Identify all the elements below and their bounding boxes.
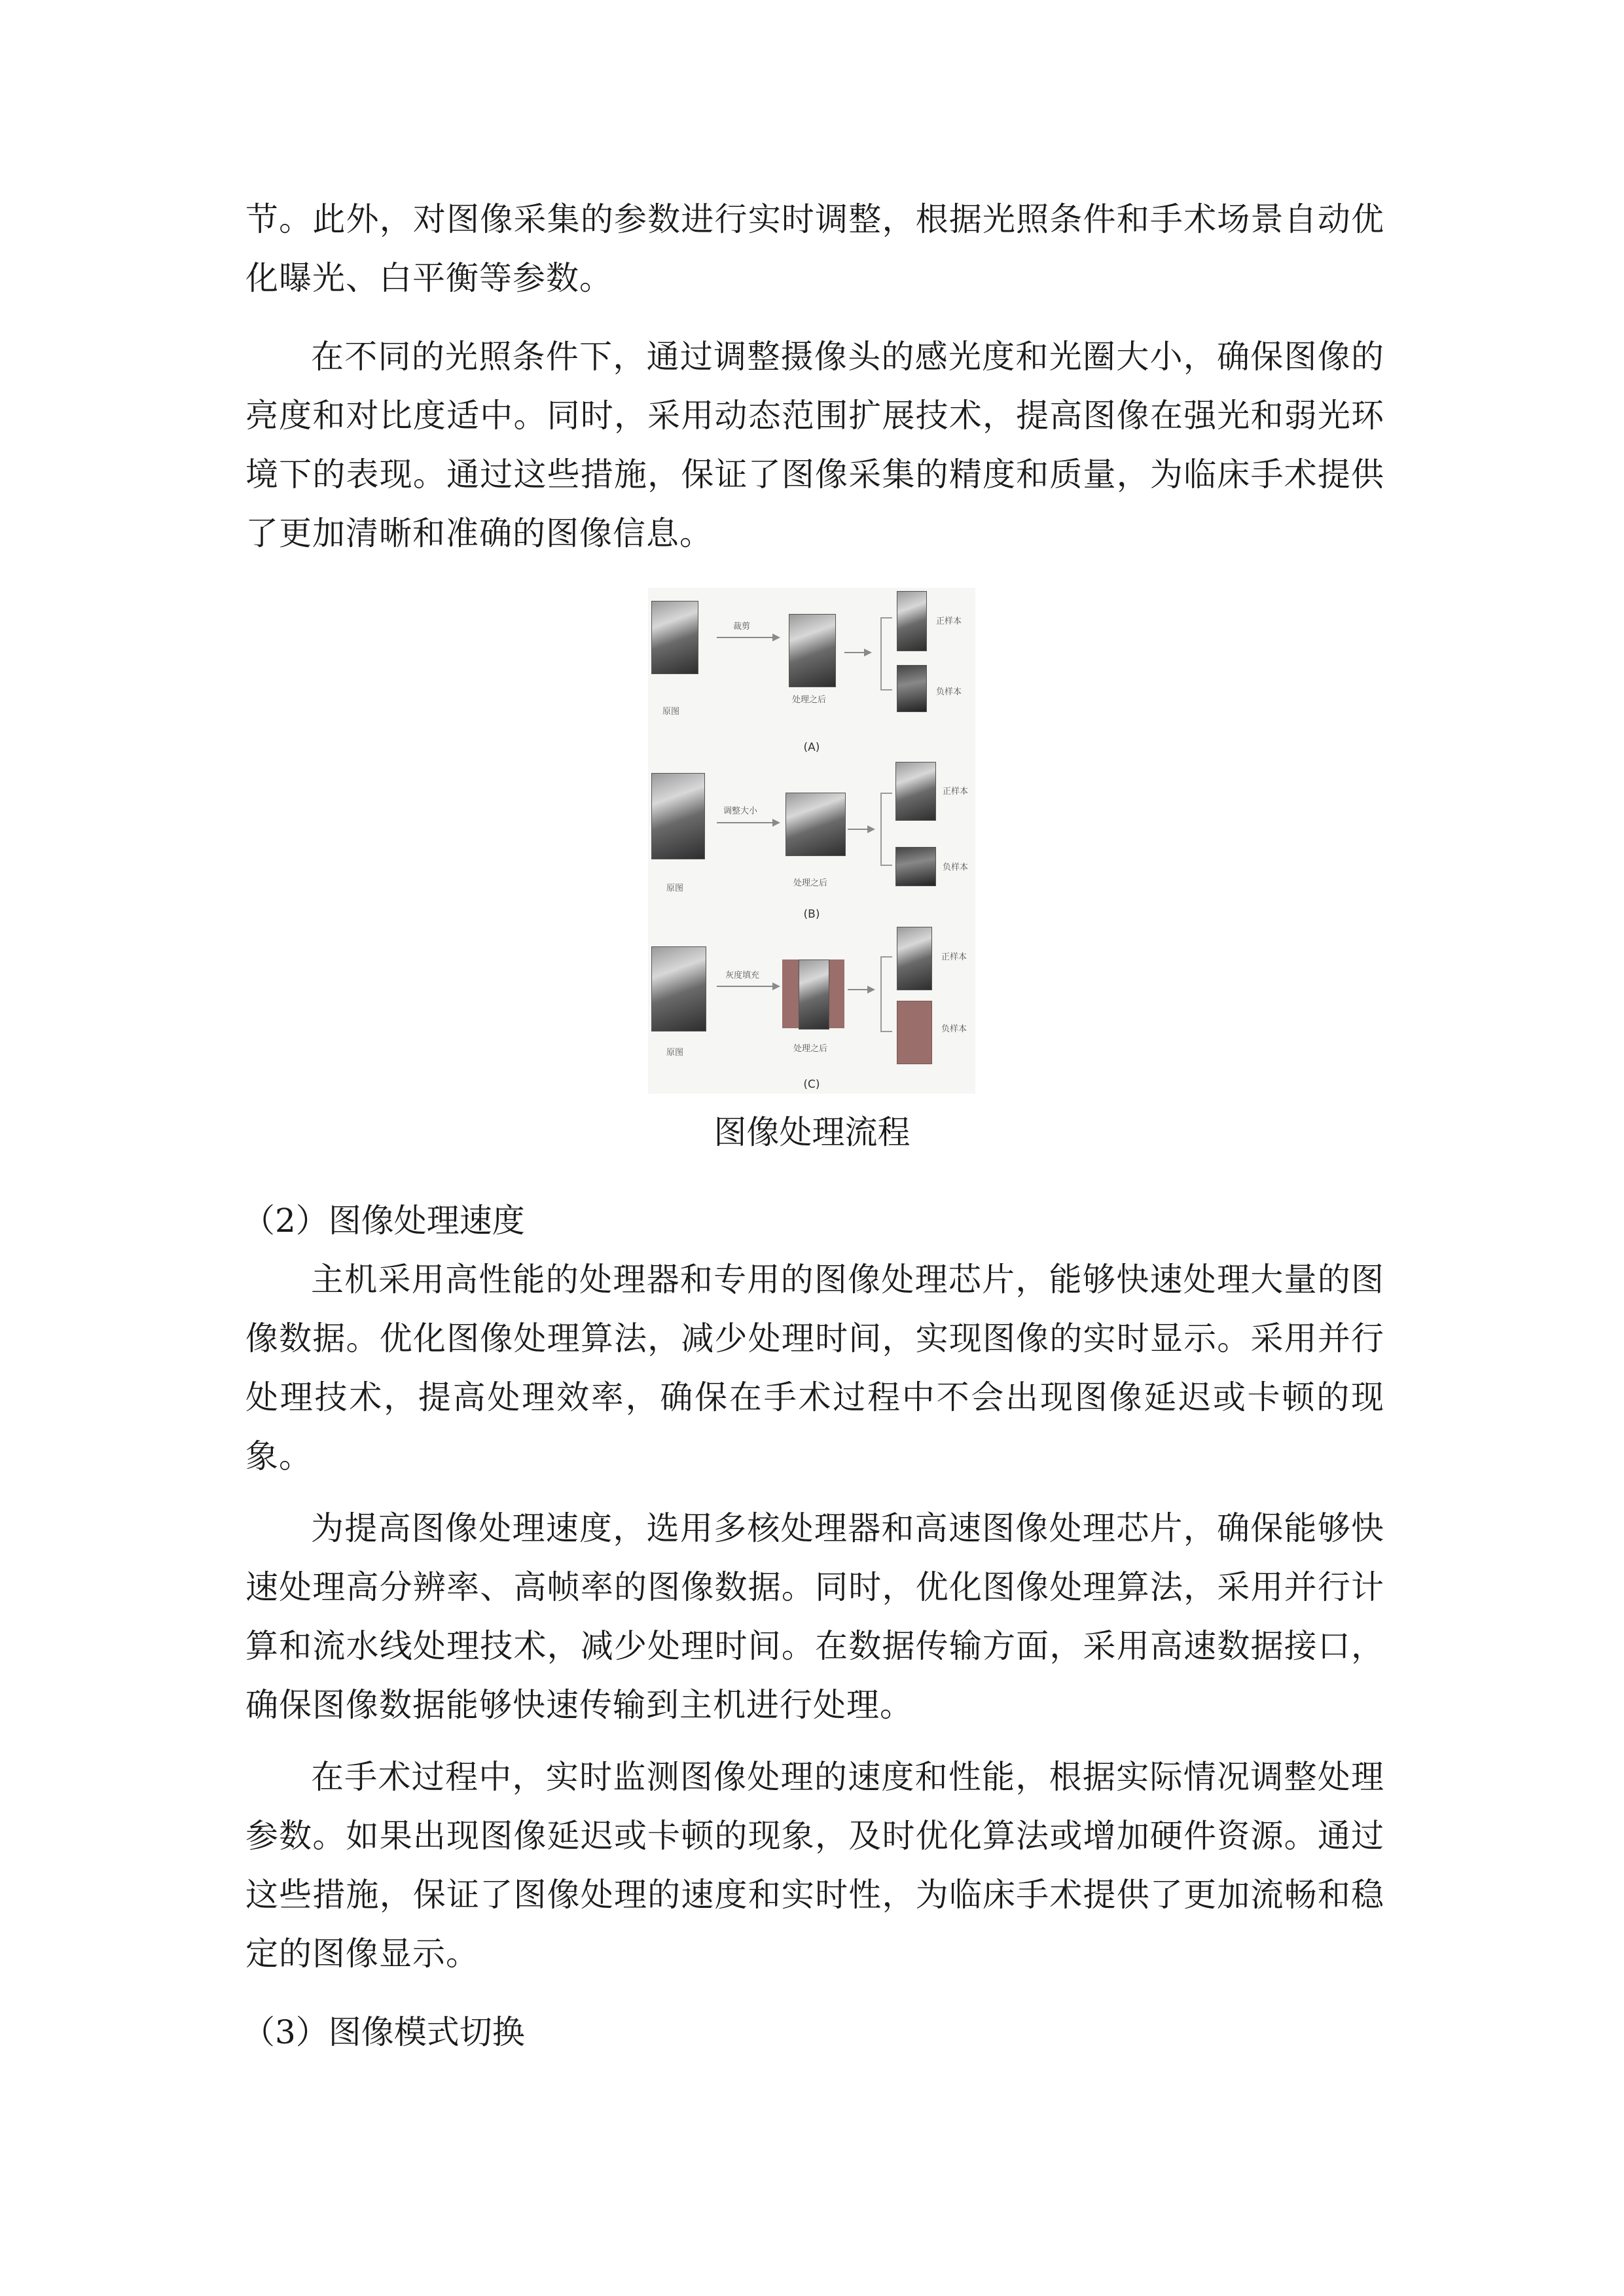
figure-panel-c [648,924,975,1094]
panel-a-source-label: 原图 [662,707,680,717]
negative-sample-image [897,665,927,712]
processed-image [799,960,829,1030]
panel-a-arrow [717,637,779,638]
processed-image-padded [782,960,844,1028]
panel-b-negative-label: 负样本 [943,863,969,872]
panel-b-split-arrow [848,829,874,830]
panel-b-arrow [717,822,779,823]
original-image [651,946,706,1031]
figure-caption: 图像处理流程 [713,1113,911,1151]
panel-c-positive-label: 正样本 [941,952,967,962]
original-image [651,601,698,674]
paragraph-3: 主机采用高性能的处理器和专用的图像处理芯片，能够快速处理大量的图像数据。优化图像处理算法，减少处理时间，实现图像的实时显示。采用并行处理技术，提高处理效率，确保在手术过程中不会出现图像延迟或卡顿的现象。 [245,1261,1384,1475]
panel-a-split-arrow [844,652,871,653]
paragraph-5: 在手术过程中，实时监测图像处理的速度和性能，根据实际情况调整处理参数。如果出现图像延迟或卡顿的现象，及时优化算法或增加硬件资源。通过这些措施，保证了图像处理的速度和实时性，为临床手术提供了更加流畅和稳定的图像显示。 [245,1758,1384,1973]
panel-b-bracket [880,793,892,866]
paragraph-4: 为提高图像处理速度，选用多核处理器和高速图像处理芯片，确保能够快速处理高分辨率、高帧率的图像数据。同时，优化图像处理算法，采用并行计算和流水线处理技术，减少处理时间。在数据传输方面，采用高速数据接口，确保图像数据能够快速传输到主机进行处理。 [245,1509,1384,1724]
panel-b-caption: (B) [803,908,820,921]
panel-c-source-label: 原图 [666,1048,684,1058]
panel-b-processed-label: 处理之后 [793,878,828,888]
panel-a-bracket [880,617,892,691]
processed-image [785,793,846,856]
original-image [651,773,705,859]
panel-c-caption: (C) [803,1078,820,1091]
positive-sample-image [897,927,932,990]
positive-sample-image [895,762,936,821]
negative-sample-image [897,1001,932,1064]
section-heading-3: （3）图像模式切换 [242,2013,525,2051]
panel-c-arrow [717,986,779,987]
panel-c-negative-label: 负样本 [941,1024,967,1034]
panel-b-positive-label: 正样本 [943,787,969,797]
panel-b-source-label: 原图 [666,884,684,893]
image-processing-figure [648,588,975,1094]
panel-a-negative-label: 负样本 [936,687,962,697]
panel-a-caption: (A) [803,741,820,754]
panel-a-positive-label: 正样本 [936,617,962,626]
negative-sample-image [895,847,936,886]
panel-a-processed-label: 处理之后 [792,695,827,705]
panel-c-split-arrow [848,989,874,990]
panel-c-bracket [880,956,892,1032]
panel-c-operation-label: 灰度填充 [725,971,760,980]
figure-panel-a [648,588,975,757]
panel-b-operation-label: 调整大小 [723,806,758,816]
processed-image [789,614,836,687]
panel-c-processed-label: 处理之后 [793,1044,828,1054]
paragraph-1: 节。此外，对图像采集的参数进行实时调整，根据光照条件和手术场景自动优化曝光、白平衡等参数。 [245,200,1384,297]
panel-a-operation-label: 裁剪 [733,622,751,632]
figure-panel-b [648,757,975,924]
paragraph-2: 在不同的光照条件下，通过调整摄像头的感光度和光圈大小，确保图像的亮度和对比度适中。同时，采用动态范围扩展技术，提高图像在强光和弱光环境下的表现。通过这些措施，保证了图像采集的精度和质量，为临床手术提供了更加清晰和准确的图像信息。 [245,338,1384,552]
section-heading-2: （2）图像处理速度 [242,1202,525,1240]
positive-sample-image [897,591,927,651]
